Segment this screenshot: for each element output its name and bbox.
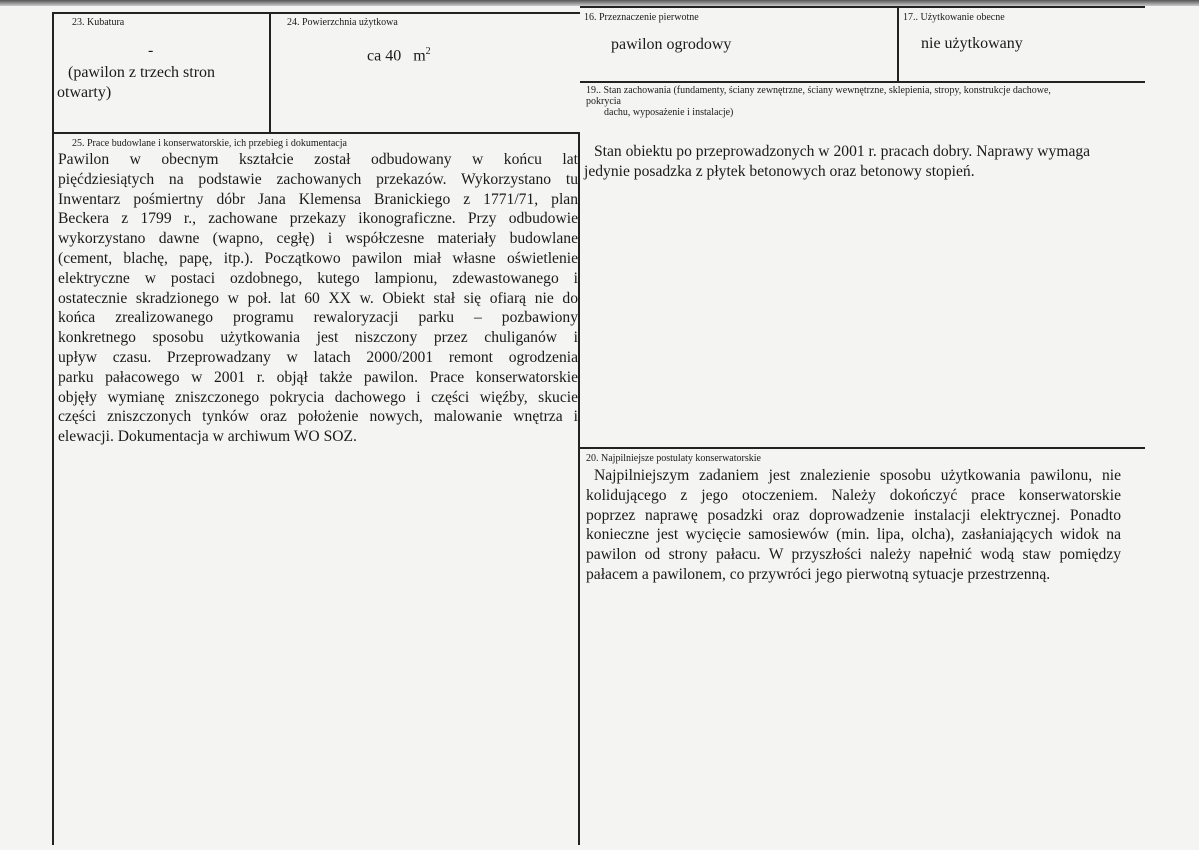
text-line: elektryczne w postaci ozdobnego, kutego lampionu, zdewastowanego i (58, 269, 578, 287)
field-25-prace (52, 133, 580, 845)
field-text (584, 142, 1124, 182)
field-value: nie użytkowany (921, 35, 1023, 52)
field-label: 24. Powierzchnia użytkowa (287, 17, 398, 28)
text-line: końca zrealizowanego programu rewaloryzacji parku – pozbawiony (58, 309, 578, 327)
field-17-uzytkowanie (897, 6, 1145, 83)
area-unit: m (413, 47, 426, 65)
field-20-postulaty (580, 448, 1145, 600)
text-line: upływ czasu. Przeprowadzany w latach 2000/2001 remont ogrodzenia (58, 348, 578, 366)
text-line: pałacem a pawilonem, co przywróci jego pierwotną sytuacje przestrzenną. (586, 565, 1051, 583)
field-note: otwarty) (57, 84, 112, 101)
field-24-powierzchnia (269, 12, 580, 134)
text-line: części zniszczonych tynków oraz położenie nowych, malowanie wnętrza i (58, 408, 578, 426)
field-label (586, 85, 1146, 118)
unit-exponent: 2 (425, 46, 431, 57)
text-line: konieczne jest wycięcie samosiewów (min. lipa, olcha), zasłaniających widok na (586, 526, 1121, 544)
field-label: 16. Przeznaczenie pierwotne (584, 12, 699, 23)
label-line: 19.. Stan zachowania (fundamenty, ściany zewnętrzne, ściany wewnętrzne, sklepienia, stropy, konstrukcje dachowe, (586, 85, 1051, 96)
field-label: 23. Kubatura (72, 17, 125, 28)
text-line: objęły wymianę zniszczonego pokrycia dachowego i części więźby, skucie (58, 388, 578, 406)
text-line: Pawilon w obecnym kształcie został odbudowany w końcu lat (58, 151, 578, 168)
text-line: jedynie posadzka z płytek betonowych oraz betonowy stopień. (584, 162, 975, 180)
field-23-kubatura (52, 12, 271, 134)
text-line: elewacji. Dokumentacja w archiwum WO SOZ. (58, 428, 357, 446)
field-note: (pawilon z trzech stron (68, 64, 216, 81)
field-value: pawilon ogrodowy (611, 36, 732, 53)
field-16-przeznaczenie (580, 6, 899, 83)
field-value: - (148, 42, 154, 59)
field-text (58, 150, 578, 447)
text-line: kolidującego z jego otoczeniem. Należy dokończyć prace konserwatorskie (586, 486, 1121, 504)
text-line: konkretnego sposobu użytkowania jest niszczony przez chuliganów i (58, 329, 578, 347)
text-line: wykorzystano dawne (wapno, cegłę) i współczesne materiały budowlane (58, 230, 578, 248)
field-value (367, 46, 431, 65)
field-label: 17.. Użytkowanie obecne (903, 12, 1005, 23)
text-line: ostatecznie skradzionego w poł. lat 60 XX w. Obiekt stał się ofiarą nie do (58, 289, 578, 307)
field-label: 20. Najpilniejsze postulaty konserwatorskie (586, 453, 761, 464)
text-line: Stan obiektu po przeprowadzonych w 2001 r. pracach dobry. Naprawy wymaga (594, 143, 1091, 160)
text-line: poprzez naprawę posadzki oraz doprowadzenie instalacji elektrycznej. Ponadto (586, 506, 1121, 524)
text-line: Inwentarz pośmiertny dóbr Jana Klemensa Branickiego z 1771/71, plan (58, 190, 578, 208)
text-line: Beckera z 1799 r., zachowane przekazy ikonograficzne. Przy odbudowie (58, 210, 578, 228)
text-line: pięćdziesiątych na podstawie zachowanych przekazów. Wykorzystano tu (58, 170, 578, 188)
text-line: (cement, blachę, papę, itp.). Początkowo pawilon miał własne oświetlenie (58, 249, 578, 267)
text-line: Najpilniejszym zadaniem jest znalezienie sposobu użytkowania pawilonu, nie (594, 467, 1121, 484)
field-19-stan (580, 82, 1145, 449)
label-line: pokrycia (586, 96, 621, 107)
field-text (586, 466, 1121, 585)
text-line: pawilon od strony pałacu. W przyszłości należy napełnić wodą staw pomiędzy (586, 546, 1121, 564)
area-value: ca 40 (367, 47, 402, 65)
label-line: dachu, wyposażenie i instalacje) (604, 107, 734, 118)
text-line: parku pałacowego w 2001 r. objął także pawilon. Prace konserwatorskie (58, 368, 578, 386)
field-label: 25. Prace budowlane i konserwatorskie, ich przebieg i dokumentacja (72, 138, 347, 149)
